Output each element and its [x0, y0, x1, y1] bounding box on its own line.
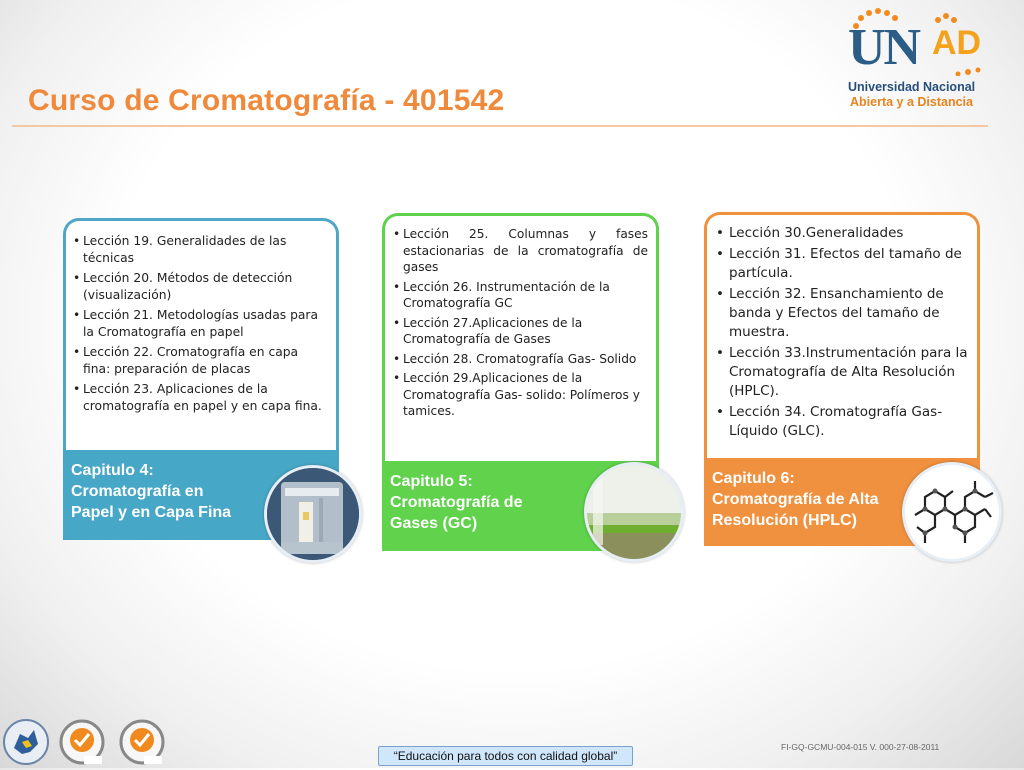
lesson-item: • Lección 26. Instrumentación de la Cromatografía GC	[393, 279, 648, 312]
chapter-6-lessons-card	[704, 212, 980, 458]
caption-line: Papel y en Capa Fina	[71, 504, 232, 521]
caption-line: Gases (GC)	[390, 515, 478, 532]
caption-line: Capitulo 4:	[71, 462, 154, 479]
sgs-certification-icon	[58, 718, 106, 766]
slogan-banner: “Educación para todos con calidad global”	[378, 746, 633, 766]
caption-line: Cromatografía en	[71, 483, 204, 500]
molecular-structure-icon	[902, 462, 1002, 562]
document-code: FI-GQ-GCMU-004-015 V. 000-27-08-2011	[781, 742, 940, 752]
chapter-4-lessons-card	[63, 218, 339, 454]
chapter-5-lessons-card	[382, 213, 659, 461]
caption-line: Cromatografía de	[390, 494, 523, 511]
lesson-item: • Lección 20. Métodos de detección (visualización)	[73, 270, 322, 304]
sgs-certification-icon	[118, 718, 166, 766]
colombia-seal-icon	[2, 718, 50, 766]
logo-text-un: UN	[848, 19, 920, 76]
title-divider	[12, 125, 988, 127]
lesson-item: • Lección 19. Generalidades de las técnicas	[73, 233, 322, 267]
lesson-item: • Lección 31. Efectos del tamaño de partícula.	[716, 245, 971, 283]
lesson-item: • Lección 25. Columnas y fases estacionarias de la cromatografía de gases	[393, 226, 648, 276]
lesson-list	[73, 233, 322, 415]
beaker-photo-icon	[264, 465, 362, 563]
lesson-item: • Lección 27.Aplicaciones de la Cromatografía de Gases	[393, 315, 648, 348]
caption-line: Cromatografía de Alta	[712, 491, 879, 508]
logo-line2: Abierta y a Distancia	[850, 95, 973, 109]
caption-line: Resolución (HPLC)	[712, 512, 857, 529]
lesson-item: • Lección 32. Ensanchamiento de banda y Efectos del tamaño de muestra.	[716, 285, 971, 342]
unad-logo	[846, 6, 992, 110]
lesson-item: • Lección 34. Cromatografía Gas-Líquido (GLC).	[716, 403, 971, 441]
logo-text-ad: AD	[932, 24, 982, 62]
lesson-item: • Lección 28. Cromatografía Gas- Solido	[393, 351, 648, 368]
chromatography-strip-photo-icon	[584, 462, 684, 562]
logo-line1: Universidad Nacional	[848, 80, 976, 94]
caption-line: Capitulo 6:	[712, 470, 795, 487]
lesson-item: • Lección 21. Metodologías usadas para la Cromatografía en papel	[73, 307, 322, 341]
lesson-item: • Lección 29.Aplicaciones de la Cromatografía Gas- solido: Polímeros y tamices.	[393, 370, 648, 420]
lesson-list	[716, 224, 971, 441]
lesson-item: • Lección 23. Aplicaciones de la cromatografía en papel y en capa fina.	[73, 381, 322, 415]
caption-line: Capitulo 5:	[390, 473, 473, 490]
lesson-item: • Lección 33.Instrumentación para la Cromatografía de Alta Resolución (HPLC).	[716, 344, 971, 401]
lesson-item: • Lección 22. Cromatografía en capa fina: preparación de placas	[73, 344, 322, 378]
lesson-item: • Lección 30.Generalidades	[716, 224, 971, 243]
lesson-list	[393, 226, 648, 420]
page-title: Curso de Cromatografía - 401542	[28, 84, 505, 117]
